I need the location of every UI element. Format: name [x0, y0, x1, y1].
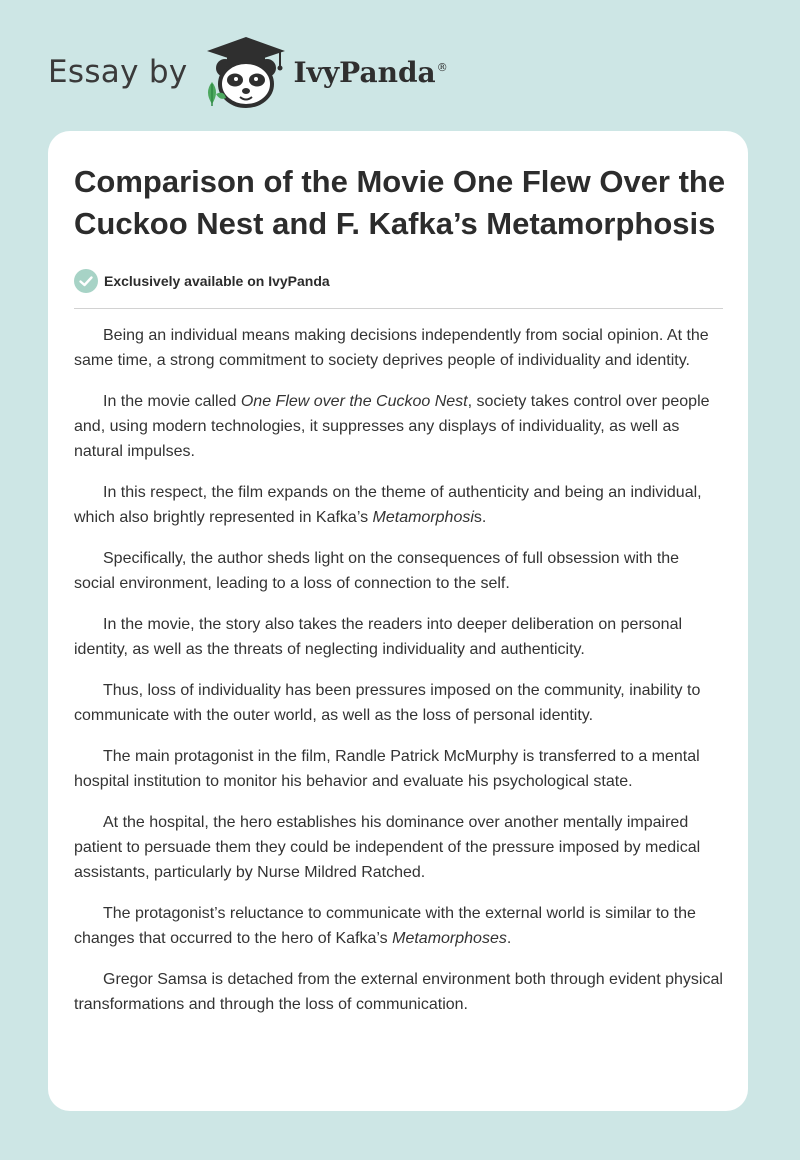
movie-title: One Flew over the Cuckoo Nest: [240, 393, 468, 410]
check-circle-icon: [74, 269, 98, 293]
paragraph: Gregor Samsa is detached from the external environment both through evident physical transformations and through the loss of communication.: [74, 971, 723, 1013]
paragraph: Specifically, the author sheds light on the consequences of full obsession with the social environment, leading to a loss of connection to the self.: [74, 550, 680, 592]
panda-logo-icon[interactable]: [200, 34, 292, 110]
paragraph: In the movie, the story also takes the readers into deeper deliberation on personal identity, as well as the threats of neglecting individuality and authenticity.: [74, 616, 683, 658]
paragraph: The protagonist’s reluctance to communicate with the external world is similar to the changes that occurred to the hero of Kafka’s Metamorphoses.: [74, 905, 696, 947]
exclusive-badge: [74, 267, 722, 295]
essay-card: [48, 131, 748, 1111]
paragraph: Thus, loss of individuality has been pressures imposed on the community, inability to communicate with the outer world, as well as the loss of personal identity.: [74, 682, 701, 724]
brand-header: [48, 34, 448, 110]
divider: [74, 308, 723, 309]
essay-body: [74, 323, 722, 1017]
essay-title: Comparison of the Movie One Flew Over the Cuckoo Nest and F. Kafka’s Metamorphosis: [74, 164, 726, 241]
paragraph: Being an individual means making decisions independently from social opinion. At the same time, a strong commitment to society deprives people of individuality and identity.: [74, 327, 709, 369]
book-title: Metamorphoses: [392, 930, 507, 947]
exclusive-badge-label: Exclusively available on IvyPanda: [104, 273, 330, 289]
paragraph: At the hospital, the hero establishes his dominance over another mentally impaired patient to persuade them they could be independent of the pressure imposed by medical assistants, particularly by Nurse Mildred Ratched.: [74, 814, 701, 881]
book-title: Metamorphosi: [372, 509, 474, 526]
trademark-mark: ®: [436, 61, 448, 75]
paragraph: In the movie called One Flew over the Cuckoo Nest, society takes control over people and, using modern technologies, it suppresses any displays of individuality, as well as natural impulses.: [74, 393, 710, 460]
brand-name: IvyPanda®: [293, 55, 448, 89]
brand-prefix: Essay by: [48, 54, 188, 90]
paragraph: In this respect, the film expands on the theme of authenticity and being an individual, which also brightly represented in Kafka’s Metamorphosis.: [74, 484, 702, 526]
paragraph: The main protagonist in the film, Randle Patrick McMurphy is transferred to a mental hospital institution to monitor his behavior and evaluate his psychological state.: [74, 748, 700, 790]
